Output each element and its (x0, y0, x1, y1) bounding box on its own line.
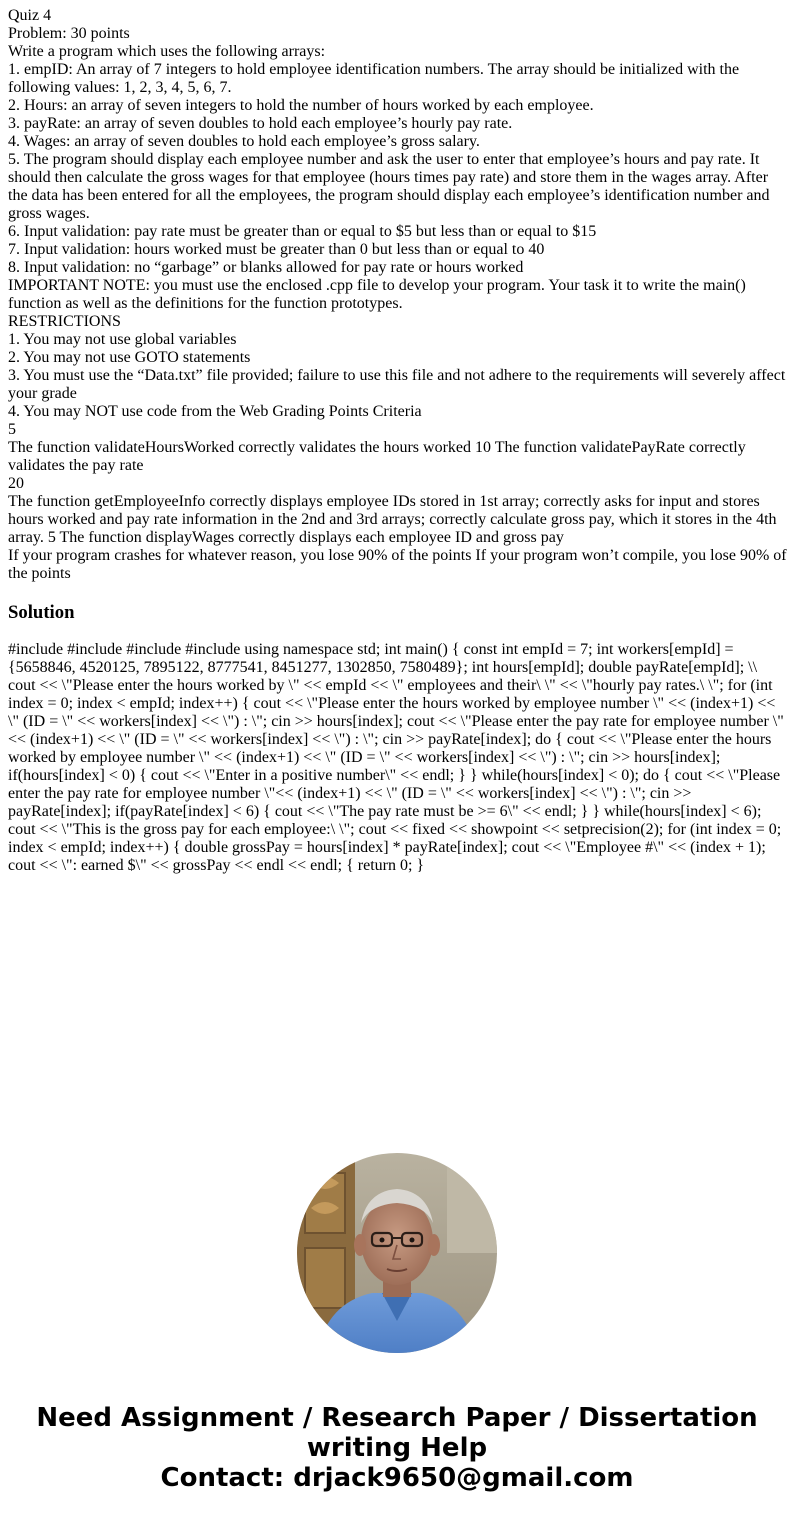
problem-points: Problem: 30 points (8, 25, 130, 42)
restrictions-heading: RESTRICTIONS (8, 313, 121, 330)
requirement-4: 4. Wages: an array of seven doubles to hold each employee’s gross salary. (8, 133, 480, 150)
contact-banner (0, 1403, 794, 1493)
contact-email[interactable]: Contact: drjack9650@gmail.com (160, 1463, 634, 1493)
requirement-2: 2. Hours: an array of seven integers to hold the number of hours worked by each employee. (8, 97, 594, 114)
banner-line-2: writing Help (306, 1433, 488, 1463)
important-note: IMPORTANT NOTE: you must use the enclosed .cpp file to develop your program. Your task it to write the main() function as well as the definitions for the function prototypes. (8, 277, 746, 312)
restriction-2: 2. You may not use GOTO statements (8, 349, 251, 366)
banner-line-1: Need Assignment / Research Paper / Dissertation (36, 1403, 758, 1433)
requirement-6: 6. Input validation: pay rate must be greater than or equal to $5 but less than or equal to $15 (8, 223, 597, 240)
quiz-title: Quiz 4 (8, 7, 52, 24)
requirement-8: 8. Input validation: no “garbage” or blanks allowed for pay rate or hours worked (8, 259, 524, 276)
criteria-points-5: 5 (8, 421, 16, 438)
restriction-3: 3. You must use the “Data.txt” file provided; failure to use this file and not adhere to the requirements will severely affect your grade (8, 367, 786, 402)
criteria-points-20: 20 (8, 475, 24, 492)
restriction-4: 4. You may NOT use code from the Web Grading Points Criteria (8, 403, 422, 420)
restriction-1: 1. You may not use global variables (8, 331, 237, 348)
requirement-3: 3. payRate: an array of seven doubles to hold each employee’s hourly pay rate. (8, 115, 513, 132)
solution-heading: Solution (8, 602, 75, 623)
document-body (8, 7, 788, 875)
criteria-employee-info: The function getEmployeeInfo correctly displays employee IDs stored in 1st array; correctly asks for input and stores hours worked and pay rate information in the 2nd and 3rd arrays; correctly calculate gross pay, which it stores in the 4th array. 5 The function displayWages correctly displays each employee ID and gross pay (8, 493, 777, 546)
requirement-5: 5. The program should display each employee number and ask the user to enter that employee’s hours and pay rate. It should then calculate the gross wages for that employee (hours times pay rate) and store them in the wages array. After the data has been entered for all the employees, the program should display each employee’s identification number and gross wages. (8, 151, 770, 222)
avatar (297, 1153, 497, 1353)
requirement-7: 7. Input validation: hours worked must be greater than 0 but less than or equal to 40 (8, 241, 545, 258)
solution-code: #include #include #include #include using namespace std; int main() { const int empId = 7; int workers[empId] = {5658846, 4520125, 7895122, 8777541, 8451277, 1302850, 7580489}; int hours[empId]; double payRate[empId]; \\ cout << \"Please enter the hours worked by \" << empId << \" employees and their\ \" << \"hourly pay rates.\ \"; for (int index = 0; index < empId; index++) { cout << \"Please enter the hours worked by employee number \" << (index+1) << \" (ID = \" << workers[index] << \") : \"; cin >> hours[index]; cout << \"Please enter the pay rate for employee number \" << (index+1) << \" (ID = \" << workers[index] << \") : \"; cin >> payRate[index]; do { cout << \"Please enter the hours worked by employee number \" << (index+1) << \" (ID = \" << workers[index] << \") : \"; cin >> hours[index]; if(hours[index] < 0) { cout << \"Enter in a positive number\" << endl; } } while(hours[index] < 0); do { cout << \"Please enter the pay rate for employee number \"<< (index+1) << \" (ID = \" << workers[index] << \") : \"; cin >> payRate[index]; if(payRate[index] < 6) { cout << \"The pay rate must be >= 6\" << endl; } } while(hours[index] < 6); cout << \"This is the gross pay for each employee:\ \"; cout << fixed << showpoint << setprecision(2); for (int index = 0; index < empId; index++) { double grossPay = hours[index] * payRate[index]; cout << \"Employee #\" << (index + 1); cout << \": earned $\" << grossPay << endl << endl; { return 0; } (8, 641, 784, 874)
criteria-penalties: If your program crashes for whatever reason, you lose 90% of the points If your program won’t compile, you lose 90% of the points (8, 547, 787, 582)
author-portrait-image (297, 1153, 497, 1353)
requirement-1: 1. empID: An array of 7 integers to hold employee identification numbers. The array should be initialized with the following values: 1, 2, 3, 4, 5, 6, 7. (8, 61, 740, 96)
problem-intro: Write a program which uses the following arrays: (8, 43, 326, 60)
criteria-validation: The function validateHoursWorked correctly validates the hours worked 10 The function validatePayRate correctly validates the pay rate (8, 439, 746, 474)
